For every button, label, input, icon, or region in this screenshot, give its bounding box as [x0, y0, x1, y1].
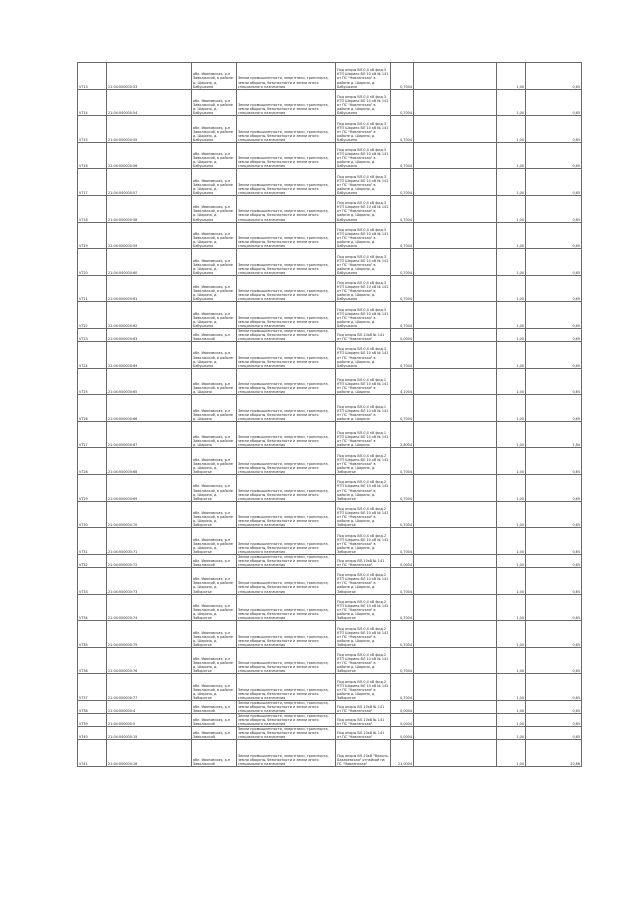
area-value: 0,7004 [391, 142, 414, 169]
coefficient-value: 1,00 [497, 475, 526, 502]
address: обл. Ивановская, р-н Заволжский, в районе д. Шарино, д. Бабушкино [192, 342, 237, 369]
permitted-use: Под опоры ВЛ-0,4 кВ фид.2 КТП Шарино ВЛ 10 кВ № 141 от ПС "Новленская" в районе д. Шарино, д. Заборотье [336, 674, 391, 701]
table-row [78, 621, 582, 648]
sum-value: 0,65 [526, 475, 582, 502]
area-value: 0,7004 [391, 169, 414, 196]
sum-value: 0,65 [526, 395, 582, 422]
empty-cell [414, 714, 497, 727]
coefficient-value: 1,00 [497, 554, 526, 567]
cadastral-number: 21:04:000000:75 [107, 621, 192, 648]
area-value: 4,1004 [391, 368, 414, 395]
sum-value: 0,65 [526, 169, 582, 196]
row-number: VT15 [78, 116, 107, 143]
empty-cell [414, 342, 497, 369]
cadastral-number: 21:04:000000:56 [107, 142, 192, 169]
row-number: VT23 [78, 328, 107, 341]
table-row [78, 700, 582, 713]
sum-value: 0,65 [526, 621, 582, 648]
coefficient-value: 1,00 [497, 594, 526, 621]
land-category: Земли промышленности, энергетики, транспорта, земли обороны, безопасности и земли иного специального назначения [237, 328, 336, 341]
coefficient-value: 1,00 [497, 501, 526, 528]
permitted-use: Под опоры ВЛ-10кВ № 141 от ПС "Новленская" [336, 328, 391, 341]
empty-cell [414, 275, 497, 302]
address: обл. Ивановская, р-н Заволжский, в районе д. Шарино, д. Заборотье [192, 475, 237, 502]
address: обл. Ивановская, р-н Заволжский, в районе д. Шарино, д. Заборотье [192, 621, 237, 648]
land-category: Земли промышленности, энергетики, транспорта, земли обороны, безопасности и земли иного специального назначения [237, 275, 336, 302]
row-number: VT36 [78, 647, 107, 674]
area-value: 0,7004 [391, 222, 414, 249]
row-number: VT29 [78, 475, 107, 502]
area-value: 0,7004 [391, 395, 414, 422]
land-category: Земли промышленности, энергетики, транспорта, земли обороны, безопасности и земли иного специального назначения [237, 222, 336, 249]
land-category: Земли промышленности, энергетики, транспорта, земли обороны, безопасности и земли иного специального назначения [237, 169, 336, 196]
coefficient-value: 1,00 [497, 621, 526, 648]
empty-cell [414, 63, 497, 90]
permitted-use: Под опоры ВЛ-0,4 кВ фид.2 КТП Шарино ВЛ 10 кВ № 141 от ПС "Новленская" в районе д. Шарино, д. Заборотье [336, 475, 391, 502]
empty-cell [414, 249, 497, 276]
permitted-use: Под опоры ВЛ-10кВ № 141 от ПС "Новленская" [336, 700, 391, 713]
address: обл. Ивановская, р-н Заволжский, в районе д. Шарино, д. Бабушкино [192, 63, 237, 90]
area-value: 0,7004 [391, 116, 414, 143]
row-number: VT26 [78, 395, 107, 422]
row-number: VT21 [78, 275, 107, 302]
land-category: Земли промышленности, энергетики, транспорта, земли обороны, безопасности и земли иного специального назначения [237, 142, 336, 169]
cadastral-number: 21:04:000000:76 [107, 647, 192, 674]
table-row [78, 501, 582, 528]
empty-cell [414, 674, 497, 701]
area-value: 0,7004 [391, 63, 414, 90]
table-row [78, 727, 582, 740]
area-value: 0,7004 [391, 448, 414, 475]
land-category: Земли промышленности, энергетики, транспорта, земли обороны, безопасности и земли иного специального назначения [237, 674, 336, 701]
sum-value: 0,65 [526, 328, 582, 341]
cadastral-number: 21:04:000000:68 [107, 448, 192, 475]
cadastral-number: 21:04:000000:4 [107, 700, 192, 713]
land-category: Земли промышленности, энергетики, транспорта, земли обороны, безопасности и земли иного специального назначения [237, 63, 336, 90]
coefficient-value: 1,00 [497, 169, 526, 196]
cadastral-number: 21:04:000000:5 [107, 714, 192, 727]
coefficient-value: 1,00 [497, 674, 526, 701]
permitted-use: Под опоры ВЛ-0,4 кВ фид.3 КТП Шарино ВЛ 10 кВ № 141 от ПС "Новленская" в районе д. Шарино, д. Бабушкино [336, 63, 391, 90]
permitted-use: Под опоры ВЛ-10кВ № 141 от ПС "Новленская" [336, 714, 391, 727]
permitted-use: Под опоры ВЛ-0,4 кВ фид.1 КТП Шарино ВЛ 10 кВ № 141 от ПС "Новленская" в районе д. Шарино [336, 421, 391, 448]
row-number: VT33 [78, 567, 107, 594]
table-row [78, 328, 582, 341]
area-value: 0,7004 [391, 475, 414, 502]
permitted-use: Под опоры ВЛ-0,4 кВ фид.2 КТП Шарино ВЛ 10 кВ № 141 от ПС "Новленская" в районе д. Шарино, д. Заборотье [336, 567, 391, 594]
table-row [78, 421, 582, 448]
address: обл. Ивановская, р-н Заволжский, в районе д. Шарино, д. Заборотье [192, 528, 237, 555]
row-number: VT32 [78, 554, 107, 567]
empty-cell [414, 594, 497, 621]
cadastral-number: 21:04:000000:69 [107, 475, 192, 502]
land-category: Земли промышленности, энергетики, транспорта, земли обороны, безопасности и земли иного специального назначения [237, 700, 336, 713]
table-row [78, 302, 582, 329]
coefficient-value: 1,00 [497, 727, 526, 740]
sum-value: 0,65 [526, 567, 582, 594]
cadastral-number: 21:04:000000:59 [107, 222, 192, 249]
table-row [78, 275, 582, 302]
empty-cell [414, 647, 497, 674]
empty-cell [414, 169, 497, 196]
sum-value: 0,65 [526, 448, 582, 475]
address: обл. Ивановская, р-н Заволжский [192, 740, 237, 767]
cadastral-number: 21:04:000000:57 [107, 169, 192, 196]
row-number: VT22 [78, 302, 107, 329]
land-category: Земли промышленности, энергетики, транспорта, земли обороны, безопасности и земли иного специального назначения [237, 714, 336, 727]
row-number: VT16 [78, 142, 107, 169]
coefficient-value: 1,00 [497, 647, 526, 674]
address: обл. Ивановская, р-н Заволжский, в районе д. Шарино [192, 421, 237, 448]
address: обл. Ивановская, р-н Заволжский, в районе д. Шарино, д. Бабушкино [192, 302, 237, 329]
sum-value: 0,65 [526, 116, 582, 143]
land-category: Земли промышленности, энергетики, транспорта, земли обороны, безопасности и земли иного специального назначения [237, 448, 336, 475]
coefficient-value: 1,00 [497, 528, 526, 555]
row-number: VT17 [78, 169, 107, 196]
row-number: VT34 [78, 594, 107, 621]
row-number: VT30 [78, 501, 107, 528]
row-number: VT31 [78, 528, 107, 555]
table-row [78, 222, 582, 249]
table-row [78, 249, 582, 276]
land-category: Земли промышленности, энергетики, транспорта, земли обороны, безопасности и земли иного специального назначения [237, 116, 336, 143]
permitted-use: Под опоры ВЛ-0,4 кВ фид.3 КТП Шарино ВЛ 10 кВ № 141 от ПС "Новленская" в районе д. Шарино, д. Бабушкино [336, 249, 391, 276]
address: обл. Ивановская, р-н Заволжский [192, 554, 237, 567]
sum-value: 0,65 [526, 142, 582, 169]
permitted-use: Под опоры ВЛ-0,4 кВ фид.3 КТП Шарино ВЛ 10 кВ № 141 от ПС "Новленская" в районе д. Шарино, д. Бабушкино [336, 302, 391, 329]
row-number: VT35 [78, 621, 107, 648]
empty-cell [414, 567, 497, 594]
permitted-use: Под опоры ВЛ-0,4 кВ фид.3 КТП Шарино ВЛ 10 кВ № 141 от ПС "Новленская" в районе д. Шарино, д. Бабушкино [336, 342, 391, 369]
row-number: VT41 [78, 740, 107, 767]
permitted-use: Под опоры ВЛ-0,4 кВ фид.2 КТП Шарино ВЛ 10 кВ № 141 от ПС "Новленская" в районе д. Шарино, д. Заборотье [336, 448, 391, 475]
sum-value: 0,65 [526, 195, 582, 222]
address: обл. Ивановская, р-н Заволжский, в районе д. Шарино, д. Бабушкино [192, 275, 237, 302]
empty-cell [414, 554, 497, 567]
area-value: 0,0004 [391, 700, 414, 713]
sum-value: 0,65 [526, 674, 582, 701]
empty-cell [414, 421, 497, 448]
address: обл. Ивановская, р-н Заволжский, в районе д. Шарино, д. Заборотье [192, 448, 237, 475]
cadastral-number: 21:04:000000:62 [107, 302, 192, 329]
coefficient-value: 1,00 [497, 63, 526, 90]
land-category: Земли промышленности, энергетики, транспорта, земли обороны, безопасности и земли иного специального назначения [237, 501, 336, 528]
cadastral-number: 21:04:000000:15 [107, 727, 192, 740]
area-value: 0,0004 [391, 328, 414, 341]
coefficient-value: 1,00 [497, 567, 526, 594]
sum-value: 0,65 [526, 368, 582, 395]
sum-value: 20,86 [526, 740, 582, 767]
land-category: Земли промышленности, энергетики, транспорта, земли обороны, безопасности и земли иного специального назначения [237, 421, 336, 448]
sum-value: 0,65 [526, 714, 582, 727]
sum-value: 0,65 [526, 222, 582, 249]
coefficient-value: 1,00 [497, 368, 526, 395]
sum-value: 0,65 [526, 89, 582, 116]
sum-value: 0,65 [526, 647, 582, 674]
table-row [78, 116, 582, 143]
table-row [78, 740, 582, 767]
table-row [78, 475, 582, 502]
empty-cell [414, 116, 497, 143]
coefficient-value: 1,00 [497, 448, 526, 475]
sum-value: 0,65 [526, 501, 582, 528]
area-value: 0,7004 [391, 674, 414, 701]
address: обл. Ивановская, р-н Заволжский, в районе д. Шарино, д. Заборотье [192, 647, 237, 674]
empty-cell [414, 302, 497, 329]
permitted-use: Под опоры ВЛ-0,4 кВ фид.1 КТП Шарино ВЛ 10 кВ № 141 от ПС "Новленская" в районе д. Шарино [336, 368, 391, 395]
address: обл. Ивановская, р-н Заволжский, в районе д. Шарино [192, 395, 237, 422]
sum-value: 0,65 [526, 554, 582, 567]
row-number: VT27 [78, 421, 107, 448]
table-row [78, 195, 582, 222]
address: обл. Ивановская, р-н Заволжский, в районе д. Шарино, д. Бабушкино [192, 222, 237, 249]
land-category: Земли промышленности, энергетики, транспорта, земли обороны, безопасности и земли иного специального назначения [237, 368, 336, 395]
cadastral-number: 21:04:000000:77 [107, 674, 192, 701]
table-row [78, 63, 582, 90]
permitted-use: Под опоры ВЛ-0,4 кВ фид.2 КТП Шарино ВЛ 10 кВ № 141 от ПС "Новленская" в районе д. Шарино, д. Заборотье [336, 621, 391, 648]
empty-cell [414, 475, 497, 502]
table-row [78, 594, 582, 621]
permitted-use: Под опоры ВЛ-0,4 кВ фид.3 КТП Шарино ВЛ 10 кВ № 141 от ПС "Новленская" в районе д. Шарино, д. Бабушкино [336, 116, 391, 143]
table-row [78, 142, 582, 169]
cadastral-number: 21:04:000000:53 [107, 63, 192, 90]
area-value: 0,7004 [391, 501, 414, 528]
coefficient-value: 1,00 [497, 195, 526, 222]
sum-value: 0,65 [526, 727, 582, 740]
coefficient-value: 1,00 [497, 700, 526, 713]
land-category: Земли промышленности, энергетики, транспорта, земли обороны, безопасности и земли иного специального назначения [237, 195, 336, 222]
cadastral-number: 21:04:000000:72 [107, 554, 192, 567]
permitted-use: Под опоры ВЛ-0,4 кВ фид.3 КТП Шарино ВЛ 10 кВ № 141 от ПС "Новленская" в районе д. Шарино, д. Бабушкино [336, 195, 391, 222]
cadastral-number: 21:04:000000:60 [107, 249, 192, 276]
row-number: VT28 [78, 448, 107, 475]
address: обл. Ивановская, р-н Заволжский [192, 727, 237, 740]
coefficient-value: 1,00 [497, 275, 526, 302]
address: обл. Ивановская, р-н Заволжский, в районе д. Шарино [192, 368, 237, 395]
sum-value: 0,65 [526, 700, 582, 713]
empty-cell [414, 142, 497, 169]
land-category: Земли промышленности, энергетики, транспорта, земли обороны, безопасности и земли иного специального назначения [237, 727, 336, 740]
land-category: Земли промышленности, энергетики, транспорта, земли обороны, безопасности и земли иного специального назначения [237, 89, 336, 116]
table-row [78, 528, 582, 555]
address: обл. Ивановская, р-н Заволжский, в районе д. Шарино, д. Бабушкино [192, 89, 237, 116]
table-row [78, 554, 582, 567]
area-value: 0,7004 [391, 195, 414, 222]
empty-cell [414, 700, 497, 713]
row-number: VT24 [78, 342, 107, 369]
row-number: VT18 [78, 195, 107, 222]
table-row [78, 714, 582, 727]
cadastral-number: 21:04:000000:67 [107, 421, 192, 448]
area-value: 0,7004 [391, 249, 414, 276]
sum-value: 0,65 [526, 63, 582, 90]
address: обл. Ивановская, р-н Заволжский, в районе д. Шарино, д. Бабушкино [192, 195, 237, 222]
land-category: Земли промышленности, энергетики, транспорта, земли обороны, безопасности и земли иного специального назначения [237, 621, 336, 648]
permitted-use: Под опоры ВЛ-10кВ "Вольно-Бахаревская" отпайкой на ПС "Новленская" [336, 740, 391, 767]
sum-value: 0,65 [526, 528, 582, 555]
cadastral-number: 21:04:000000:58 [107, 195, 192, 222]
sum-value: 1,84 [526, 421, 582, 448]
table-row [78, 674, 582, 701]
permitted-use: Под опоры ВЛ-0,4 кВ фид.3 КТП Шарино ВЛ 10 кВ № 141 от ПС "Новленская" в районе д. Шарино, д. Бабушкино [336, 142, 391, 169]
table-row [78, 567, 582, 594]
coefficient-value: 1,00 [497, 116, 526, 143]
cadastral-number: 21:04:000000:61 [107, 275, 192, 302]
coefficient-value: 1,00 [497, 89, 526, 116]
document-page [77, 62, 580, 835]
row-number: VT39 [78, 714, 107, 727]
address: обл. Ивановская, р-н Заволжский, в районе д. Шарино, д. Заборотье [192, 594, 237, 621]
coefficient-value: 1,00 [497, 328, 526, 341]
empty-cell [414, 621, 497, 648]
cadastral-number: 21:04:000000:54 [107, 89, 192, 116]
address: обл. Ивановская, р-н Заволжский, в районе д. Шарино, д. Заборотье [192, 674, 237, 701]
empty-cell [414, 89, 497, 116]
address: обл. Ивановская, р-н Заволжский, в районе д. Шарино, д. Заборотье [192, 567, 237, 594]
row-number: VT20 [78, 249, 107, 276]
area-value: 0,7004 [391, 342, 414, 369]
permitted-use: Под опоры ВЛ-10кВ № 141 от ПС "Новленская" [336, 727, 391, 740]
land-category: Земли промышленности, энергетики, транспорта, земли обороны, безопасности и земли иного специального назначения [237, 567, 336, 594]
area-value: 0,7004 [391, 528, 414, 555]
permitted-use: Под опоры ВЛ-0,4 кВ фид.2 КТП Шарино ВЛ 10 кВ № 141 от ПС "Новленская" в районе д. Шарино, д. Заборотье [336, 528, 391, 555]
empty-cell [414, 368, 497, 395]
row-number: VT14 [78, 89, 107, 116]
row-number: VT38 [78, 700, 107, 713]
permitted-use: Под опоры ВЛ-10кВ № 141 от ПС "Новленская" [336, 554, 391, 567]
sum-value: 0,65 [526, 275, 582, 302]
permitted-use: Под опоры ВЛ-0,4 кВ фид.3 КТП Шарино ВЛ 10 кВ № 141 от ПС "Новленская" в районе д. Шарино, д. Бабушкино [336, 222, 391, 249]
cadastral-number: 21:04:000000:66 [107, 395, 192, 422]
address: обл. Ивановская, р-н Заволжский [192, 700, 237, 713]
coefficient-value: 1,00 [497, 249, 526, 276]
empty-cell [414, 448, 497, 475]
area-value: 21,0004 [391, 740, 414, 767]
permitted-use: Под опоры ВЛ-0,4 кВ фид.3 КТП Шарино ВЛ 10 кВ № 141 от ПС "Новленская" в районе д. Шарино, д. Бабушкино [336, 169, 391, 196]
table-row [78, 448, 582, 475]
sum-value: 0,65 [526, 342, 582, 369]
land-category: Земли промышленности, энергетики, транспорта, земли обороны, безопасности и земли иного специального назначения [237, 528, 336, 555]
coefficient-value: 1,00 [497, 421, 526, 448]
coefficient-value: 1,00 [497, 395, 526, 422]
land-category: Земли промышленности, энергетики, транспорта, земли обороны, безопасности и земли иного специального назначения [237, 740, 336, 767]
table-row [78, 89, 582, 116]
area-value: 0,0004 [391, 714, 414, 727]
empty-cell [414, 195, 497, 222]
land-category: Земли промышленности, энергетики, транспорта, земли обороны, безопасности и земли иного специального назначения [237, 395, 336, 422]
permitted-use: Под опоры ВЛ-0,4 кВ фид.3 КТП Шарино ВЛ 10 кВ № 141 от ПС "Новленская" в районе д. Шарино, д. Бабушкино [336, 89, 391, 116]
area-value: 0,0004 [391, 727, 414, 740]
empty-cell [414, 328, 497, 341]
permitted-use: Под опоры ВЛ-0,4 кВ фид.2 КТП Шарино ВЛ 10 кВ № 141 от ПС "Новленская" в районе д. Шарино, д. Заборотье [336, 594, 391, 621]
permitted-use: Под опоры ВЛ-0,4 кВ фид.1 КТП Шарино ВЛ 10 кВ № 141 от ПС "Новленская" в районе д. Шарино [336, 395, 391, 422]
permitted-use: Под опоры ВЛ-0,4 кВ фид.2 КТП Шарино ВЛ 10 кВ № 141 от ПС "Новленская" в районе д. Шарино, д. Заборотье [336, 501, 391, 528]
land-category: Земли промышленности, энергетики, транспорта, земли обороны, безопасности и земли иного специального назначения [237, 594, 336, 621]
coefficient-value: 1,00 [497, 222, 526, 249]
row-number: VT37 [78, 674, 107, 701]
cadastral-number: 21:04:000000:63 [107, 328, 192, 341]
address: обл. Ивановская, р-н Заволжский, в районе д. Шарино, д. Бабушкино [192, 169, 237, 196]
area-value: 0,7004 [391, 89, 414, 116]
area-value: 0,0004 [391, 554, 414, 567]
land-category: Земли промышленности, энергетики, транспорта, земли обороны, безопасности и земли иного специального назначения [237, 554, 336, 567]
land-plots-table [77, 62, 582, 767]
sum-value: 0,65 [526, 594, 582, 621]
area-value: 2,8004 [391, 421, 414, 448]
area-value: 0,7004 [391, 302, 414, 329]
sum-value: 0,65 [526, 302, 582, 329]
land-category: Земли промышленности, энергетики, транспорта, земли обороны, безопасности и земли иного специального назначения [237, 249, 336, 276]
row-number: VT40 [78, 727, 107, 740]
table-row [78, 647, 582, 674]
empty-cell [414, 501, 497, 528]
coefficient-value: 1,00 [497, 714, 526, 727]
area-value: 0,7004 [391, 647, 414, 674]
address: обл. Ивановская, р-н Заволжский [192, 714, 237, 727]
row-number: VT25 [78, 368, 107, 395]
area-value: 0,7004 [391, 594, 414, 621]
cadastral-number: 21:04:000000:70 [107, 501, 192, 528]
area-value: 0,7004 [391, 567, 414, 594]
table-row [78, 395, 582, 422]
address: обл. Ивановская, р-н Заволжский, в районе д. Шарино, д. Заборотье [192, 501, 237, 528]
row-number: VT13 [78, 63, 107, 90]
land-category: Земли промышленности, энергетики, транспорта, земли обороны, безопасности и земли иного специального назначения [237, 475, 336, 502]
cadastral-number: 21:04:000000:65 [107, 368, 192, 395]
empty-cell [414, 528, 497, 555]
permitted-use: Под опоры ВЛ-0,4 кВ фид.3 КТП Шарино ВЛ 10 кВ № 141 от ПС "Новленская" в районе д. Шарино, д. Бабушкино [336, 275, 391, 302]
land-category: Земли промышленности, энергетики, транспорта, земли обороны, безопасности и земли иного специального назначения [237, 647, 336, 674]
coefficient-value: 1,00 [497, 142, 526, 169]
empty-cell [414, 222, 497, 249]
coefficient-value: 1,00 [497, 342, 526, 369]
cadastral-number: 21:04:000000:64 [107, 342, 192, 369]
coefficient-value: 1,00 [497, 740, 526, 767]
address: обл. Ивановская, р-н Заволжский, в районе д. Шарино, д. Бабушкино [192, 116, 237, 143]
land-category: Земли промышленности, энергетики, транспорта, земли обороны, безопасности и земли иного специального назначения [237, 302, 336, 329]
cadastral-number: 21:04:000000:71 [107, 528, 192, 555]
cadastral-number: 21:04:000000:55 [107, 116, 192, 143]
cadastral-number: 21:04:000000:16 [107, 740, 192, 767]
address: обл. Ивановская, р-н Заволжский, в районе д. Шарино, д. Бабушкино [192, 249, 237, 276]
address: обл. Ивановская, р-н Заволжский [192, 328, 237, 341]
table-row [78, 342, 582, 369]
empty-cell [414, 740, 497, 767]
empty-cell [414, 727, 497, 740]
empty-cell [414, 395, 497, 422]
permitted-use: Под опоры ВЛ-0,4 кВ фид.2 КТП Шарино ВЛ 10 кВ № 141 от ПС "Новленская" в районе д. Шарино, д. Заборотье [336, 647, 391, 674]
sum-value: 0,65 [526, 249, 582, 276]
cadastral-number: 21:04:000000:74 [107, 594, 192, 621]
land-category: Земли промышленности, энергетики, транспорта, земли обороны, безопасности и земли иного специального назначения [237, 342, 336, 369]
table-row [78, 368, 582, 395]
area-value: 0,7004 [391, 275, 414, 302]
row-number: VT19 [78, 222, 107, 249]
address: обл. Ивановская, р-н Заволжский, в районе д. Шарино, д. Бабушкино [192, 142, 237, 169]
table-row [78, 169, 582, 196]
coefficient-value: 1,00 [497, 302, 526, 329]
cadastral-number: 21:04:000000:73 [107, 567, 192, 594]
area-value: 0,7004 [391, 621, 414, 648]
